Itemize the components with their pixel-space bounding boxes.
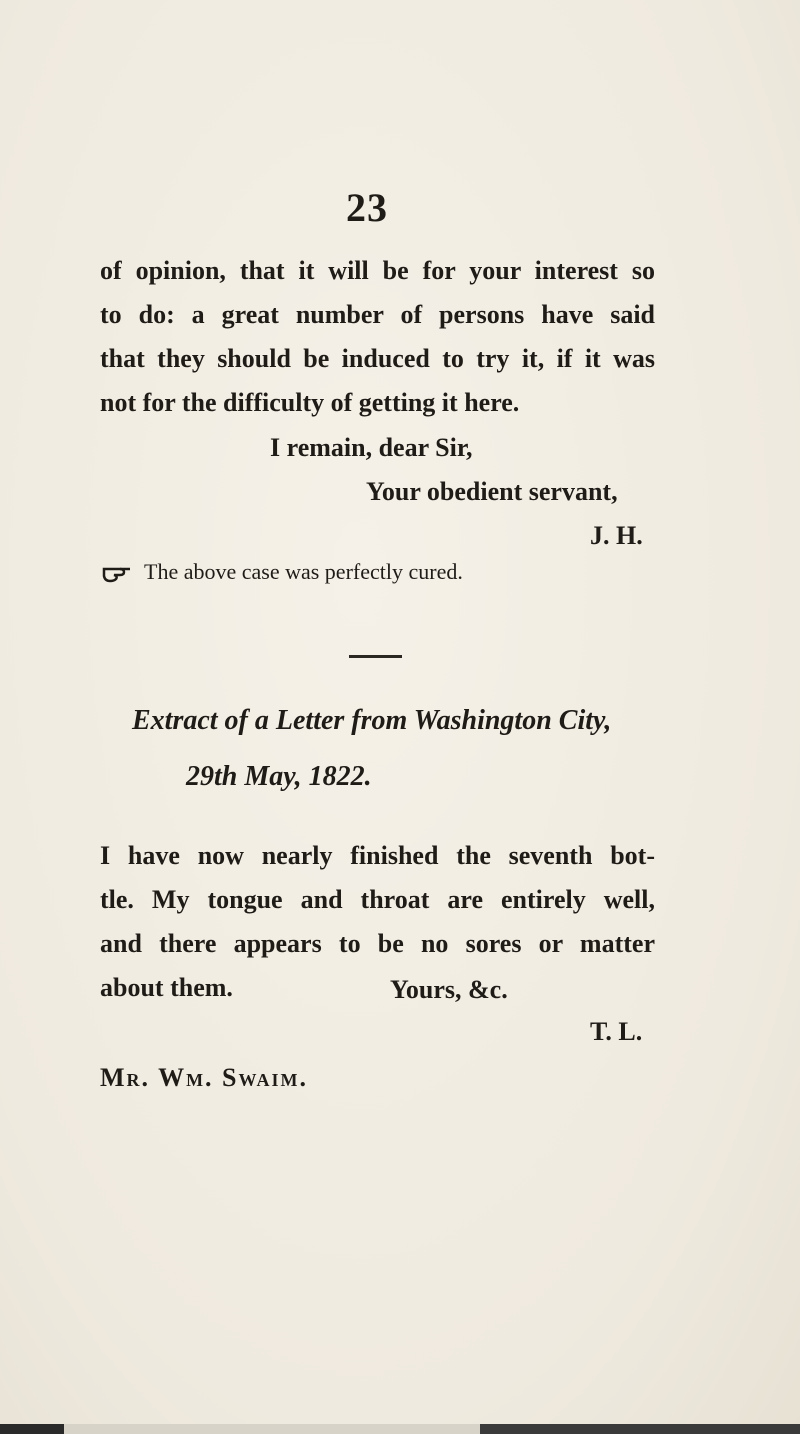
body-line: about them. [100,973,233,1002]
page-bottom-edge [0,1424,800,1434]
pointing-hand-icon [102,561,132,583]
closing-line: Yours, &c. [390,975,508,1004]
signature-initials: J. H. [590,521,643,550]
section-heading: Extract of a Letter from Washington City, [132,705,612,736]
signature-initials: T. L. [590,1017,643,1046]
addressee-name: Mr. Wm. Swaim. [100,1063,309,1092]
body-line: tle. My tongue and throat are entirely well, [100,885,655,914]
closing-line: I remain, dear Sir, [270,433,473,462]
footnote-text: The above case was perfectly cured. [144,559,463,584]
body-line: to do: a great number of persons have said [100,300,655,329]
section-divider [349,655,402,658]
addressee [100,1063,308,1093]
page-number: 23 [346,185,388,230]
body-line: and there appears to be no sores or matter [100,929,655,958]
body-line: not for the difficulty of getting it here. [100,388,520,417]
body-line: of opinion, that it will be for your interest so [100,256,655,285]
footnote [102,559,463,585]
section-heading-date: 29th May, 1822. [186,761,372,792]
closing-line: Your obedient servant, [366,477,618,506]
body-line: that they should be induced to try it, if it was [100,344,655,373]
body-line: I have now nearly finished the seventh bot- [100,841,655,870]
